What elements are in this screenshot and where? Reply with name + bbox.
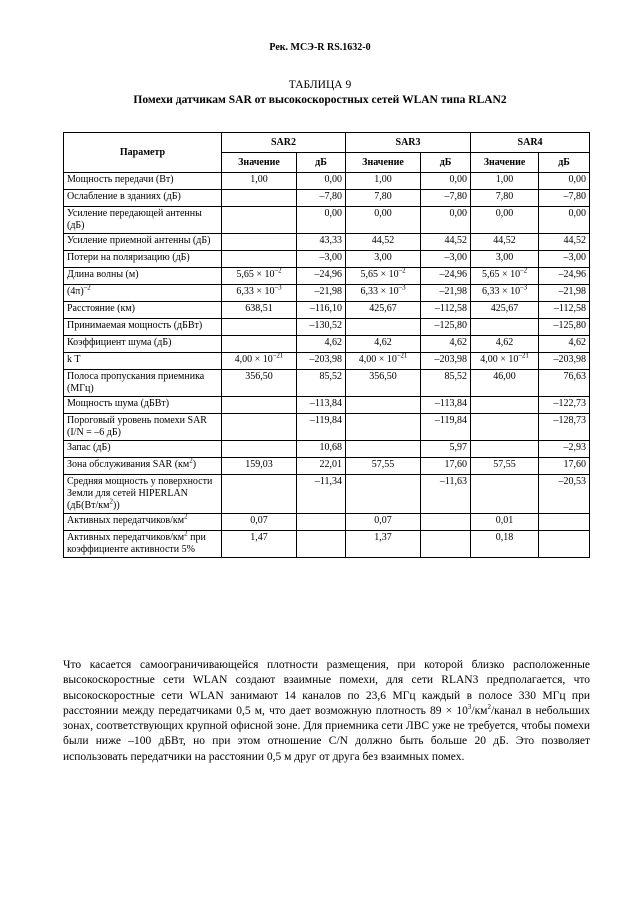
cell-db: 4,62 xyxy=(539,336,590,353)
column-header-db: дБ xyxy=(539,153,590,173)
cell-value xyxy=(471,475,539,514)
cell-value xyxy=(471,414,539,441)
cell-value: 0,07 xyxy=(346,514,421,531)
cell-db: 0,00 xyxy=(421,207,471,234)
cell-db xyxy=(297,514,346,531)
table-row xyxy=(64,441,590,458)
cell-value xyxy=(222,190,297,207)
cell-value xyxy=(346,397,421,414)
cell-superscript: –2 xyxy=(398,266,406,275)
cell-superscript: 2 xyxy=(109,497,113,506)
cell-text: 5,65 × 10 xyxy=(360,269,399,280)
cell-value: 425,67 xyxy=(346,302,421,319)
paragraph-text-1: Что касается самоограничивающейся плотности размещения, при которой близко расположенные высокоскоростные сети WLAN создают взаимные помехи, для сети RLAN3 предполагается, что высокоскоростные сети WLAN занимают 14 каналов по 23,6 МГц каждый в полосе 330 МГц при расстоянии между передатчиками 0,5 м, что дает возможную плотность 89 × 10 xyxy=(63,659,590,717)
cell-db: 85,52 xyxy=(297,370,346,397)
cell-value: 57,55 xyxy=(346,458,421,475)
cell-value: 44,52 xyxy=(346,234,421,251)
cell-db: 85,52 xyxy=(421,370,471,397)
cell-db: –125,80 xyxy=(539,319,590,336)
table-row xyxy=(64,514,590,531)
cell-db: –21,98 xyxy=(421,285,471,302)
cell-db: –125,80 xyxy=(421,319,471,336)
cell-db: 17,60 xyxy=(539,458,590,475)
cell-superscript: –3 xyxy=(520,283,528,292)
cell-value: 425,67 xyxy=(471,302,539,319)
page-header: Рек. МСЭ-R RS.1632-0 xyxy=(269,42,371,53)
table-row xyxy=(64,302,590,319)
cell-db: –24,96 xyxy=(297,268,346,285)
cell-value xyxy=(346,285,421,302)
cell-superscript: –3 xyxy=(398,283,406,292)
cell-text: Средняя мощность у поверхности Земли для сетей HIPERLAN (дБ(Вт/км xyxy=(67,476,213,511)
cell-db: –21,98 xyxy=(297,285,346,302)
cell-text: Активных передатчиков/км xyxy=(67,515,185,526)
cell-text: 6,33 × 10 xyxy=(360,286,399,297)
cell-value: 3,00 xyxy=(346,251,421,268)
paragraph-text-3: /канал в небольших зонах, соответствующих крупной офисной зоне. Для приемника сети ЛВС уже не требуется, чтобы помехи были ниже –100 дБВт, но при этом отношение C/N должно быть больше 20 дБ. Это позволяет использовать передатчики на расстоянии 0,5 м друг от друга без взаимных помех. xyxy=(63,704,590,763)
cell-text: Активных передатчиков/км xyxy=(67,532,185,543)
row-param-label: Мощность передачи (Вт) xyxy=(64,173,222,190)
cell-value: 0,18 xyxy=(471,531,539,558)
cell-db: 17,60 xyxy=(421,458,471,475)
cell-db: –122,73 xyxy=(539,397,590,414)
cell-db xyxy=(421,531,471,558)
table-row xyxy=(64,397,590,414)
table-row xyxy=(64,319,590,336)
column-header-db: дБ xyxy=(297,153,346,173)
cell-value: 7,80 xyxy=(346,190,421,207)
cell-value xyxy=(222,441,297,458)
cell-superscript: 2 xyxy=(184,512,188,521)
table-body xyxy=(64,173,590,558)
cell-superscript: –2 xyxy=(520,266,528,275)
cell-db: –116,10 xyxy=(297,302,346,319)
cell-db: –21,98 xyxy=(539,285,590,302)
cell-db: 43,33 xyxy=(297,234,346,251)
cell-db: 0,00 xyxy=(297,207,346,234)
cell-db: 4,62 xyxy=(297,336,346,353)
cell-db: 0,00 xyxy=(421,173,471,190)
cell-value xyxy=(222,353,297,370)
cell-value: 638,51 xyxy=(222,302,297,319)
cell-value: 159,03 xyxy=(222,458,297,475)
cell-superscript: –2 xyxy=(274,266,282,275)
table-row xyxy=(64,190,590,207)
cell-text: (4π) xyxy=(67,286,84,297)
cell-db: –3,00 xyxy=(539,251,590,268)
cell-db: –112,58 xyxy=(539,302,590,319)
cell-text: 4,00 × 10 xyxy=(234,354,273,365)
cell-superscript: –21 xyxy=(396,351,408,360)
table-row xyxy=(64,234,590,251)
cell-db: –3,00 xyxy=(421,251,471,268)
paragraph-superscript-2: 2 xyxy=(487,703,491,712)
cell-value xyxy=(222,234,297,251)
table-number: ТАБЛИЦА 9 xyxy=(288,79,352,91)
row-param-label: Усиление передающей антенны (дБ) xyxy=(64,207,222,234)
table-title: Помехи датчикам SAR от высокоскоростных сетей WLAN типа RLAN2 xyxy=(133,94,507,106)
row-param-label: Запас (дБ) xyxy=(64,441,222,458)
cell-value xyxy=(222,397,297,414)
cell-db: –7,80 xyxy=(297,190,346,207)
cell-db: –113,84 xyxy=(297,397,346,414)
cell-db: –20,53 xyxy=(539,475,590,514)
cell-db: –203,98 xyxy=(539,353,590,370)
cell-value xyxy=(222,268,297,285)
cell-db xyxy=(421,514,471,531)
cell-db: –130,52 xyxy=(297,319,346,336)
cell-value xyxy=(471,285,539,302)
cell-value xyxy=(222,319,297,336)
cell-value xyxy=(222,251,297,268)
cell-db: 4,62 xyxy=(421,336,471,353)
cell-db: –203,98 xyxy=(297,353,346,370)
cell-value xyxy=(471,319,539,336)
row-param-label xyxy=(64,514,222,531)
row-param-label: Полоса пропускания приемника (МГц) xyxy=(64,370,222,397)
cell-text: 4,00 × 10 xyxy=(358,354,397,365)
cell-db xyxy=(539,514,590,531)
cell-superscript: –3 xyxy=(274,283,282,292)
cell-value: 356,50 xyxy=(346,370,421,397)
cell-db: –3,00 xyxy=(297,251,346,268)
cell-db: 76,63 xyxy=(539,370,590,397)
cell-value xyxy=(222,336,297,353)
cell-value xyxy=(222,475,297,514)
cell-db: 22,01 xyxy=(297,458,346,475)
cell-value: 1,00 xyxy=(471,173,539,190)
cell-db: –7,80 xyxy=(539,190,590,207)
paragraph-superscript-1: 3 xyxy=(467,703,472,712)
row-param-label: k T xyxy=(64,353,222,370)
cell-db: –24,96 xyxy=(539,268,590,285)
cell-db: 44,52 xyxy=(539,234,590,251)
cell-value xyxy=(222,285,297,302)
table-row xyxy=(64,353,590,370)
cell-text-tail: )) xyxy=(113,500,120,511)
data-table xyxy=(63,132,590,558)
cell-db xyxy=(297,531,346,558)
cell-text: 6,33 × 10 xyxy=(481,286,521,297)
cell-value: 1,47 xyxy=(222,531,297,558)
cell-superscript: 2 xyxy=(189,456,193,465)
row-param-label: Расстояние (км) xyxy=(64,302,222,319)
row-param-label xyxy=(64,458,222,475)
cell-db: –24,96 xyxy=(421,268,471,285)
cell-value xyxy=(346,353,421,370)
cell-db: 10,68 xyxy=(297,441,346,458)
row-param-label xyxy=(64,531,222,558)
column-header-value: Значение xyxy=(222,153,297,173)
cell-value: 44,52 xyxy=(471,234,539,251)
cell-value xyxy=(346,319,421,336)
table-row xyxy=(64,475,590,514)
table-row xyxy=(64,336,590,353)
cell-db: –128,73 xyxy=(539,414,590,441)
table-row xyxy=(64,458,590,475)
cell-db: –119,84 xyxy=(297,414,346,441)
cell-value: 57,55 xyxy=(471,458,539,475)
row-param-label xyxy=(64,475,222,514)
table-row xyxy=(64,414,590,441)
cell-db: –112,58 xyxy=(421,302,471,319)
cell-value: 0,00 xyxy=(471,207,539,234)
cell-value xyxy=(346,268,421,285)
table-row xyxy=(64,370,590,397)
row-param-label: Пороговый уровень помехи SAR (I/N = –6 дБ) xyxy=(64,414,222,441)
cell-value: 0,00 xyxy=(346,207,421,234)
cell-value: 1,00 xyxy=(222,173,297,190)
cell-db: 44,52 xyxy=(421,234,471,251)
paragraph-text-2: /км xyxy=(471,704,488,717)
column-header-value: Значение xyxy=(346,153,421,173)
table-row xyxy=(64,268,590,285)
cell-text: 4,00 × 10 xyxy=(480,354,519,365)
cell-db: –2,93 xyxy=(539,441,590,458)
cell-value: 1,37 xyxy=(346,531,421,558)
cell-value: 0,01 xyxy=(471,514,539,531)
cell-value xyxy=(346,441,421,458)
column-group-sar2: SAR2 xyxy=(222,133,346,153)
table-row xyxy=(64,173,590,190)
cell-text: 5,65 × 10 xyxy=(236,269,275,280)
cell-value: 3,00 xyxy=(471,251,539,268)
row-param-label: Принимаемая мощность (дБВт) xyxy=(64,319,222,336)
row-param-label: Ослабление в зданиях (дБ) xyxy=(64,190,222,207)
cell-superscript: –2 xyxy=(83,283,91,292)
cell-superscript: 2 xyxy=(184,529,188,538)
row-param-label: Коэффициент шума (дБ) xyxy=(64,336,222,353)
column-header-param: Параметр xyxy=(64,133,222,173)
cell-value xyxy=(346,414,421,441)
cell-value: 4,62 xyxy=(471,336,539,353)
cell-value: 7,80 xyxy=(471,190,539,207)
body-paragraph xyxy=(63,658,590,765)
cell-value xyxy=(346,475,421,514)
cell-text-tail: ) xyxy=(192,459,197,470)
column-header-db: дБ xyxy=(421,153,471,173)
column-group-sar3: SAR3 xyxy=(346,133,471,153)
cell-value: 1,00 xyxy=(346,173,421,190)
cell-value xyxy=(222,207,297,234)
table-row xyxy=(64,207,590,234)
table-row xyxy=(64,531,590,558)
row-param-label: Потери на поляризацию (дБ) xyxy=(64,251,222,268)
cell-db: 0,00 xyxy=(539,207,590,234)
row-param-label: Мощность шума (дБВт) xyxy=(64,397,222,414)
column-header-value: Значение xyxy=(471,153,539,173)
cell-value xyxy=(471,397,539,414)
cell-db: –203,98 xyxy=(421,353,471,370)
table-row xyxy=(64,251,590,268)
cell-db: –11,34 xyxy=(297,475,346,514)
cell-text-tail: при коэффициенте активности 5% xyxy=(67,532,206,555)
cell-db: 0,00 xyxy=(539,173,590,190)
cell-value: 4,62 xyxy=(346,336,421,353)
cell-db: –119,84 xyxy=(421,414,471,441)
cell-value xyxy=(471,353,539,370)
cell-value: 0,07 xyxy=(222,514,297,531)
cell-value xyxy=(471,441,539,458)
cell-value xyxy=(222,414,297,441)
cell-db: –7,80 xyxy=(421,190,471,207)
cell-superscript: –21 xyxy=(272,351,284,360)
row-param-label: Усиление приемной антенны (дБ) xyxy=(64,234,222,251)
cell-db: 0,00 xyxy=(297,173,346,190)
cell-text: Зона обслуживания SAR (км xyxy=(67,459,190,470)
cell-superscript: –21 xyxy=(518,351,529,360)
column-group-sar4: SAR4 xyxy=(471,133,590,153)
cell-db xyxy=(539,531,590,558)
cell-value: 46,00 xyxy=(471,370,539,397)
row-param-label: Длина волны (м) xyxy=(64,268,222,285)
cell-text: 5,65 × 10 xyxy=(481,269,521,280)
cell-db: –11,63 xyxy=(421,475,471,514)
cell-db: –113,84 xyxy=(421,397,471,414)
cell-value: 356,50 xyxy=(222,370,297,397)
row-param-label xyxy=(64,285,222,302)
cell-db: 5,97 xyxy=(421,441,471,458)
cell-text: 6,33 × 10 xyxy=(236,286,275,297)
table-row xyxy=(64,285,590,302)
cell-value xyxy=(471,268,539,285)
